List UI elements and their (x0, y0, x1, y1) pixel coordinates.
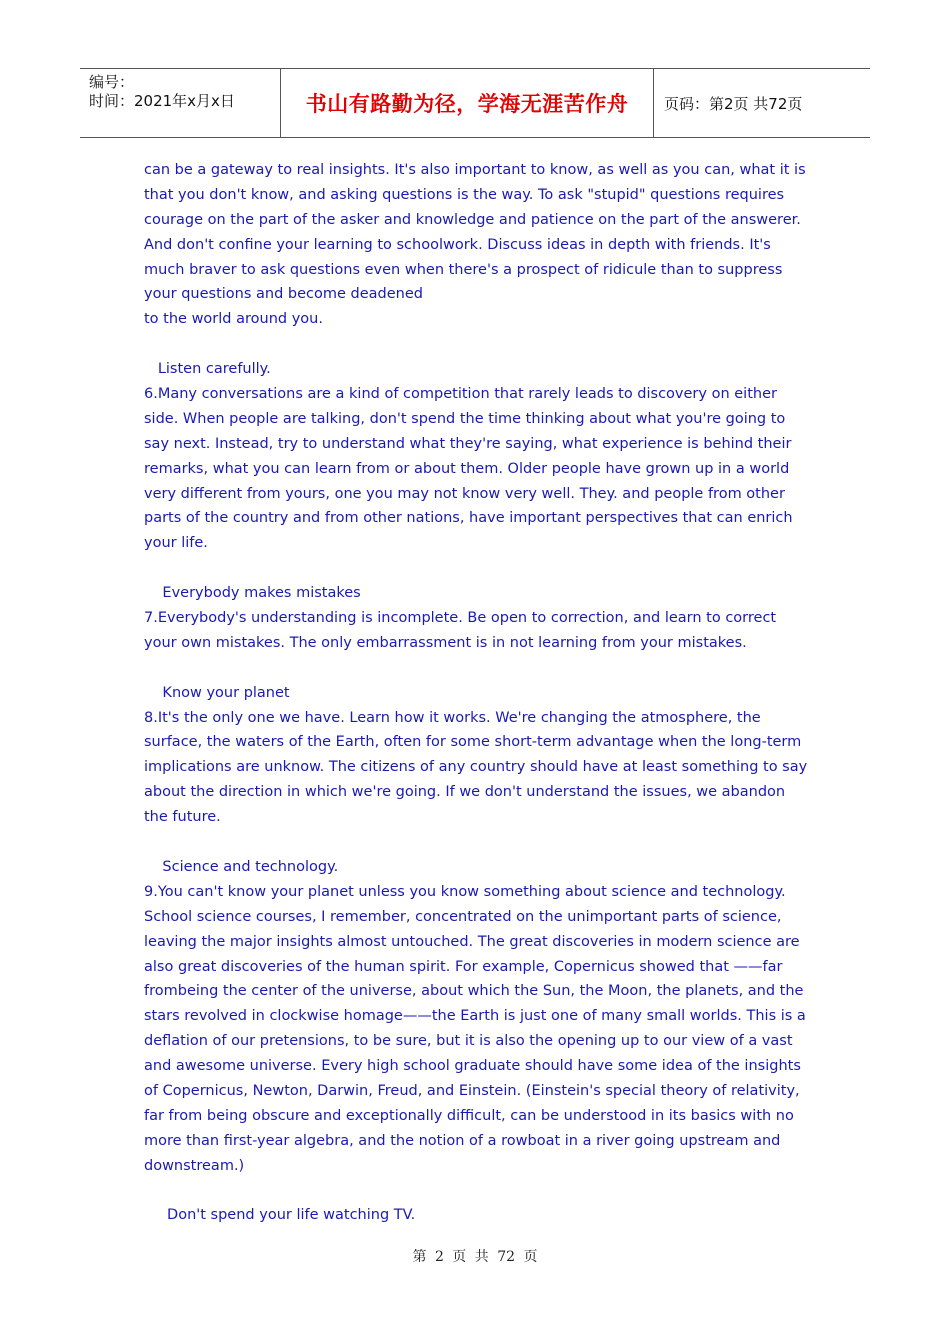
body-text-line: Don't spend your life watching TV. (144, 1207, 416, 1224)
body-text-line (144, 656, 824, 681)
body-text-line: about the direction in which we're going. If we don't understand the issues, we abandon (144, 784, 786, 801)
header-motto: 书山有路勤为径，学海无涯苦作舟 (305, 91, 629, 116)
body-text-line: leaving the major insights almost untouched. The great discoveries in modern science are (144, 933, 800, 950)
body-text-line: can be a gateway to real insights. It's also important to know, as well as you can, what it is (144, 162, 806, 178)
body-text-line: 6.Many conversations are a kind of competition that rarely leads to discovery on either (144, 386, 777, 403)
body-text-line (144, 332, 824, 357)
body-text-line: to the world around you. (144, 311, 323, 328)
document-number-label: 编号： (89, 73, 135, 91)
header-left-cell (80, 69, 281, 137)
body-text-line: much braver to ask questions even when there's a prospect of ridicule than to suppress (144, 261, 783, 278)
body-text-line: your questions and become deadened (144, 286, 423, 303)
body-text-line: 8.It's the only one we have. Learn how it works. We're changing the atmosphere, the (144, 709, 761, 726)
body-text-line: surface, the waters of the Earth, often for some short-term advantage when the long-term (144, 734, 802, 751)
body-text-line: 7.Everybody's understanding is incomplete. Be open to correction, and learn to correct (144, 610, 777, 627)
header-motto-cell (281, 69, 654, 137)
page-footer: 第 2 页 共 72 页 (412, 1249, 538, 1265)
body-text-line: And don't confine your learning to schoolwork. Discuss ideas in depth with friends. It's (144, 236, 771, 253)
body-text-line: very different from yours, one you may not know very well. They. and people from other (144, 485, 785, 502)
body-text-line: parts of the country and from other nations, have important perspectives that can enrich (144, 510, 793, 527)
body-text-line: downstream.) (144, 1157, 245, 1174)
body-text-line: that you don't know, and asking questions is the way. To ask "stupid" questions requires (144, 186, 785, 203)
body-text-line: your life. (144, 535, 208, 552)
document-time-label: 时间：2021年x月x日 (89, 92, 235, 110)
body-text-line: and awesome universe. Every high school graduate should have some idea of the insights (144, 1058, 801, 1075)
body-text-line: say next. Instead, try to understand what they're saying, what experience is behind their (144, 435, 792, 452)
page-header (80, 68, 870, 138)
body-text-line: stars revolved in clockwise homage——the Earth is just one of many small worlds. This is a (144, 1008, 806, 1025)
body-text-line (144, 1179, 824, 1204)
body-text-line: side. When people are talking, don't spend the time thinking about what you're going to (144, 410, 786, 427)
body-text-line: the future. (144, 809, 221, 826)
body-text-line: Know your planet (144, 684, 290, 701)
body-text-line: far from being obscure and exceptionally difficult, can be understood in its basics with no (144, 1107, 794, 1124)
body-text-line (144, 556, 824, 581)
body-text-line: of Copernicus, Newton, Darwin, Freud, and Einstein. (Einstein's special theory of relativity, (144, 1082, 800, 1099)
header-page-info: 页码：第2页 共72页 (664, 94, 803, 113)
body-text-line: implications are unknow. The citizens of any country should have at least something to say (144, 759, 808, 776)
body-text-line: 9.You can't know your planet unless you know something about science and technology. (144, 883, 786, 900)
body-text-line: more than first-year algebra, and the notion of a rowboat in a river going upstream and (144, 1132, 781, 1149)
body-text-line: Everybody makes mistakes (144, 585, 361, 602)
header-page-cell (654, 69, 870, 137)
body-text-line: School science courses, I remember, concentrated on the unimportant parts of science, (144, 908, 782, 925)
body-text-line: your own mistakes. The only embarrassment is in not learning from your mistakes. (144, 634, 747, 651)
body-text-line: courage on the part of the asker and knowledge and patience on the part of the answerer. (144, 211, 801, 228)
body-text-line: remarks, what you can learn from or about them. Older people have grown up in a world (144, 460, 790, 477)
document-body (144, 158, 824, 1228)
body-text-line: deflation of our pretensions, to be sure, but it is also the opening up to our view of a vast (144, 1033, 793, 1050)
body-text-line: also great discoveries of the human spirit. For example, Copernicus showed that ——far (144, 958, 783, 975)
body-text-line: Science and technology. (144, 858, 339, 875)
body-text-line: Listen carefully. (144, 361, 271, 378)
body-text-line (144, 830, 824, 855)
body-text-line: frombeing the center of the universe, about which the Sun, the Moon, the planets, and the (144, 983, 804, 1000)
